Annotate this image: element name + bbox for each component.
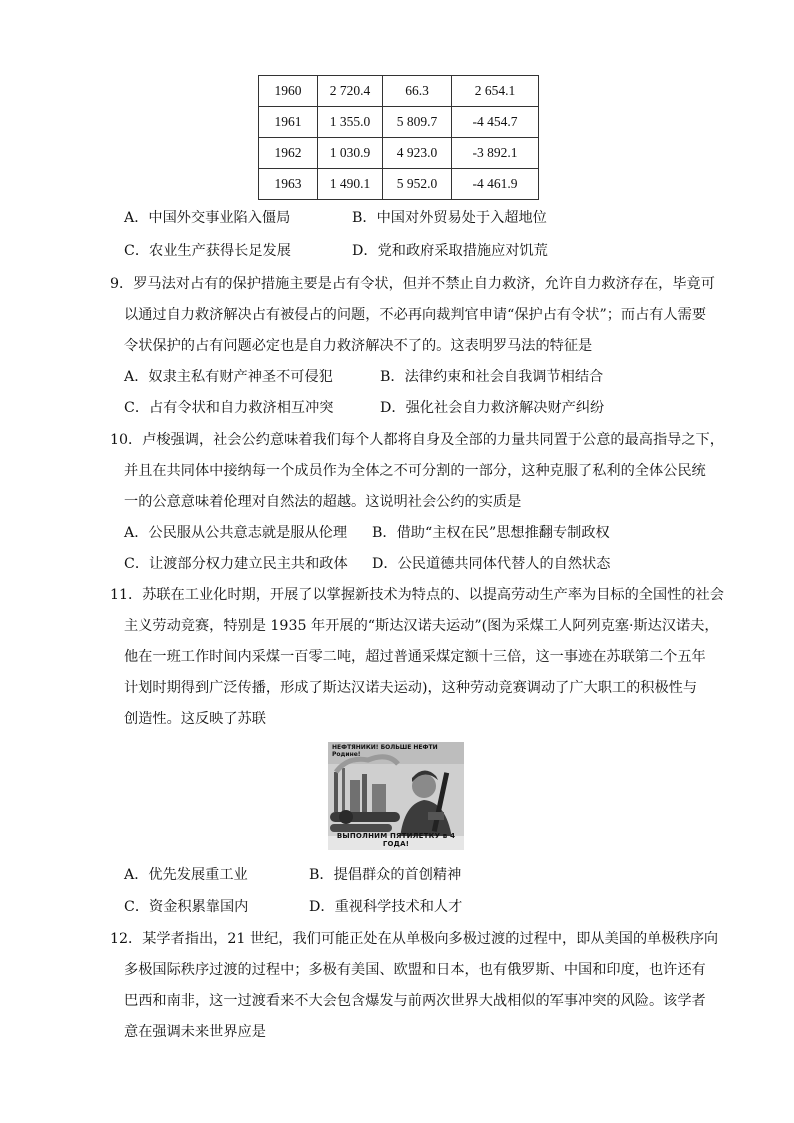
q11-option-a: A．优先发展重工业 (124, 867, 248, 883)
table-cell: 2 720.4 (318, 76, 383, 107)
q8-option-a: A．中国外交事业陷入僵局 (124, 210, 291, 226)
q10-option-a: A．公民服从公共意志就是服从伦理 (124, 525, 348, 541)
q11-option-c: C．资金积累靠国内 (124, 899, 249, 915)
q12-stem-line-3: 巴西和南非，这一过渡看来不大会包含爆发与前两次世界大战相似的军事冲突的风险。该学者 (124, 993, 706, 1009)
q10-option-c: C．让渡部分权力建立民主共和政体 (124, 556, 348, 572)
q11-stem-line-1: 11．苏联在工业化时期，开展了以掌握新技术为特点的、以提高劳动生产率为目标的全国性的社会 (110, 587, 724, 603)
table-cell: 66.3 (383, 76, 452, 107)
q11-stem-line-3: 他在一班工作时间内采煤一百零二吨，超过普通采煤定额十三倍，这一事迹在苏联第二个五年 (124, 649, 706, 665)
table-cell: 1963 (259, 169, 318, 200)
table-cell: 4 923.0 (383, 138, 452, 169)
q11-stem-line-2: 主义劳动竞赛，特别是 1935 年开展的“斯达汉诺夫运动”(图为采煤工人阿列克塞·斯达汉诺夫， (124, 618, 719, 634)
q9-stem-line-1: 9．罗马法对占有的保护措施主要是占有令状，但并不禁止自力救济，允许自力救济存在，毕竟可 (110, 276, 715, 292)
q12-stem-line-1: 12．某学者指出，21 世纪，我们可能正处在从单极向多极过渡的过程中，即从美国的单极秩序向 (110, 931, 719, 947)
table-cell: -4 461.9 (452, 169, 539, 200)
table-row (259, 169, 539, 200)
q10-option-d: D．公民道德共同体代替人的自然状态 (372, 556, 611, 572)
q12-stem-line-4: 意在强调未来世界应是 (124, 1024, 266, 1040)
table-row (259, 107, 539, 138)
table-cell: 1960 (259, 76, 318, 107)
table-cell: 1962 (259, 138, 318, 169)
table-row (259, 138, 539, 169)
poster-slogan-bottom: ВЫПОЛНИМ ПЯТИЛЕТКУ в 4 ГОДА! (336, 832, 456, 848)
q11-stem-line-5: 创造性。这反映了苏联 (124, 711, 266, 727)
q11-option-d: D．重视科学技术和人才 (309, 899, 463, 915)
q9-stem-line-3: 令状保护的占有问题必定也是自力救济解决不了的。这表明罗马法的特征是 (124, 338, 593, 354)
q8-option-d: D．党和政府采取措施应对饥荒 (352, 243, 548, 259)
table-cell: 1961 (259, 107, 318, 138)
table-row (259, 76, 539, 107)
q10-option-b: B．借助“主权在民”思想推翻专制政权 (372, 525, 610, 541)
q10-stem-line-3: 一的公意意味着伦理对自然法的超越。这说明社会公约的实质是 (124, 494, 522, 510)
q10-stem-line-1: 10．卢梭强调，社会公约意味着我们每个人都将自身及全部的力量共同置于公意的最高指导之下， (110, 432, 724, 448)
table-cell: 5 952.0 (383, 169, 452, 200)
q9-option-c: C．占有令状和自力救济相互冲突 (124, 400, 334, 416)
q9-option-b: B．法律约束和社会自我调节相结合 (380, 369, 604, 385)
q12-stem-line-2: 多极国际秩序过渡的过程中；多极有美国、欧盟和日本，也有俄罗斯、中国和印度，也许还有 (124, 962, 706, 978)
table-cell: 1 490.1 (318, 169, 383, 200)
stakhanov-poster-image (328, 742, 464, 850)
q8-option-c: C．农业生产获得长足发展 (124, 243, 291, 259)
q11-stem-line-4: 计划时期得到广泛传播，形成了斯达汉诺夫运动)，这种劳动竞赛调动了广大职工的积极性与 (124, 680, 698, 696)
table-cell: 1 355.0 (318, 107, 383, 138)
table-cell: -4 454.7 (452, 107, 539, 138)
q9-option-d: D．强化社会自力救济解决财产纠纷 (380, 400, 605, 416)
table-cell: 1 030.9 (318, 138, 383, 169)
poster-slogan-top: НЕФТЯНИКИ! БОЛЬШЕ НЕФТИ Родине! (332, 744, 438, 758)
table-cell: 2 654.1 (452, 76, 539, 107)
q9-option-a: A．奴隶主私有财产神圣不可侵犯 (124, 369, 333, 385)
table-cell: 5 809.7 (383, 107, 452, 138)
q9-stem-line-2: 以通过自力救济解决占有被侵占的问题，不必再向裁判官申请“保护占有令状”；而占有人需要 (124, 307, 707, 323)
trade-table (258, 75, 539, 200)
q11-option-b: B．提倡群众的首创精神 (309, 867, 462, 883)
q8-option-b: B．中国对外贸易处于入超地位 (352, 210, 547, 226)
q10-stem-line-2: 并且在共同体中接纳每一个成员作为全体之不可分割的一部分，这种克服了私利的全体公民统 (124, 463, 706, 479)
table-cell: -3 892.1 (452, 138, 539, 169)
